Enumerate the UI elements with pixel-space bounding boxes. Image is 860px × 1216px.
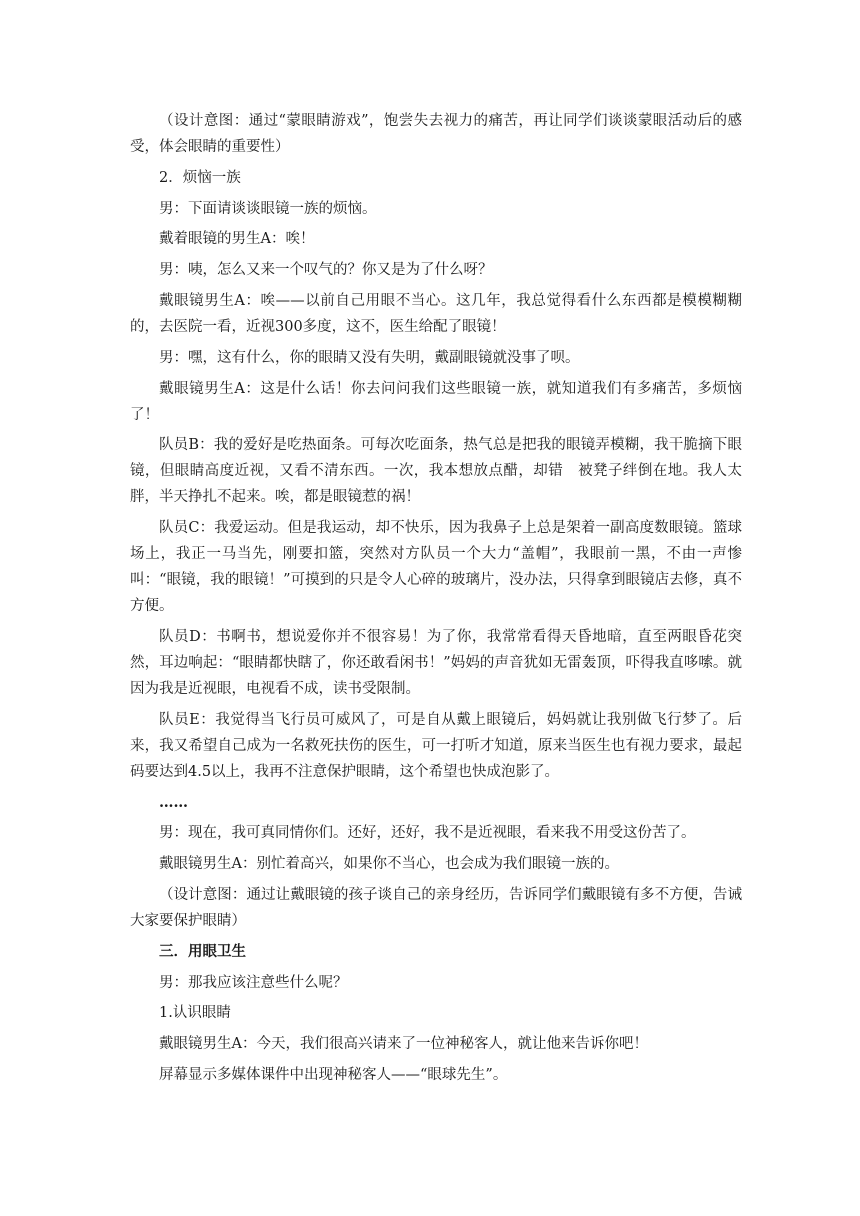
dialogue-line: 男：下面请谈谈眼镜一族的烦恼。: [159, 200, 377, 217]
dialogue-line: 戴眼镜男生A：今天，我们很高兴请来了一位神秘客人，就让他来告诉你吧！: [159, 1036, 648, 1053]
dialogue-line: 男：那我应该注意些什么呢？: [159, 974, 348, 991]
ellipsis-line: ……: [159, 793, 188, 811]
dialogue-line: 男：现在，我可真同情你们。还好，还好，我不是近视眼，看来我不用受这份苦了。: [159, 825, 696, 842]
dialogue-line: 队员C：我爱运动。但是我运动，却不快乐，因为我鼻子上总是架着一副高度数眼镜。篮球场上，我正一马当先，刚要扣篮，突然对方队员一个大力“盖帽”，我眼前一黑，不由一声惨叫：“眼镜，我的眼镜！”可摸到的只是令人心碎的玻璃片，没办法，只得拿到眼镜店去修，真不方便。: [130, 520, 742, 615]
dialogue-line: 男：咦，怎么又来一个叹气的？你又是为了什么呀？: [159, 262, 493, 279]
dialogue-line: 队员D：书啊书，想说爱你并不很容易！为了你，我常常看得天昏地暗，直至两眼昏花突然，耳边响起：“眼睛都快瞎了，你还敢看闲书！”妈妈的声音犹如无雷轰顶，吓得我直哆嗦。就因为我是近视眼，电视看不成，读书受限制。: [130, 628, 742, 697]
dialogue-line: 戴眼镜男生A：唉——以前自己用眼不当心。这几年，我总觉得看什么东西都是模模糊糊的，去医院一看，近视300多度，这不，医生给配了眼镜！: [130, 292, 742, 335]
dialogue-line: 男：嘿，这有什么，你的眼睛又没有失明，戴副眼镜就没事了呗。: [159, 349, 580, 366]
stage-direction: 屏幕显示多媒体课件中出现神秘客人——“眼球先生”。: [159, 1066, 508, 1083]
document-body: [130, 108, 742, 1093]
dialogue-line: 队员E：我觉得当飞行员可威风了，可是自从戴上眼镜后，妈妈就让我别做飞行梦了。后来，我又希望自己成为一名救死扶伤的医生，可一打听才知道，原来当医生也有视力要求，最起码要达到4.5以上，我再不注意保护眼睛，这个希望也快成泡影了。: [130, 711, 742, 780]
section-heading-worry-group: 2．烦恼一族: [159, 169, 241, 186]
dialogue-line: 戴着眼镜的男生A：唉！: [159, 231, 315, 248]
subsection-heading-know-eyes: 1.认识眼睛: [159, 1005, 231, 1022]
dialogue-line: 戴眼镜男生A：这是什么话！你去问问我们这些眼镜一族，就知道我们有多痛苦，多烦恼了！: [130, 380, 742, 423]
design-intent-paragraph: （设计意图：通过“蒙眼睛游戏”，饱尝失去视力的痛苦，再让同学们谈谈蒙眼活动后的感受，体会眼睛的重要性）: [130, 113, 742, 155]
design-intent-paragraph: （设计意图：通过让戴眼镜的孩子谈自己的亲身经历，告诉同学们戴眼镜有多不方便，告诫大家要保护眼睛）: [130, 886, 742, 929]
section-heading-eye-hygiene: 三．用眼卫生: [159, 942, 246, 960]
dialogue-line: 队员B：我的爱好是吃热面条。可每次吃面条，热气总是把我的眼镜弄模糊，我干脆摘下眼镜，但眼睛高度近视，又看不清东西。一次，我本想放点醋，却错 被凳子绊倒在地。我人太胖，半天挣扎不起来。唉，都是眼镜惹的祸！: [130, 437, 742, 506]
dialogue-line: 戴眼镜男生A：别忙着高兴，如果你不当心，也会成为我们眼镜一族的。: [159, 856, 619, 873]
